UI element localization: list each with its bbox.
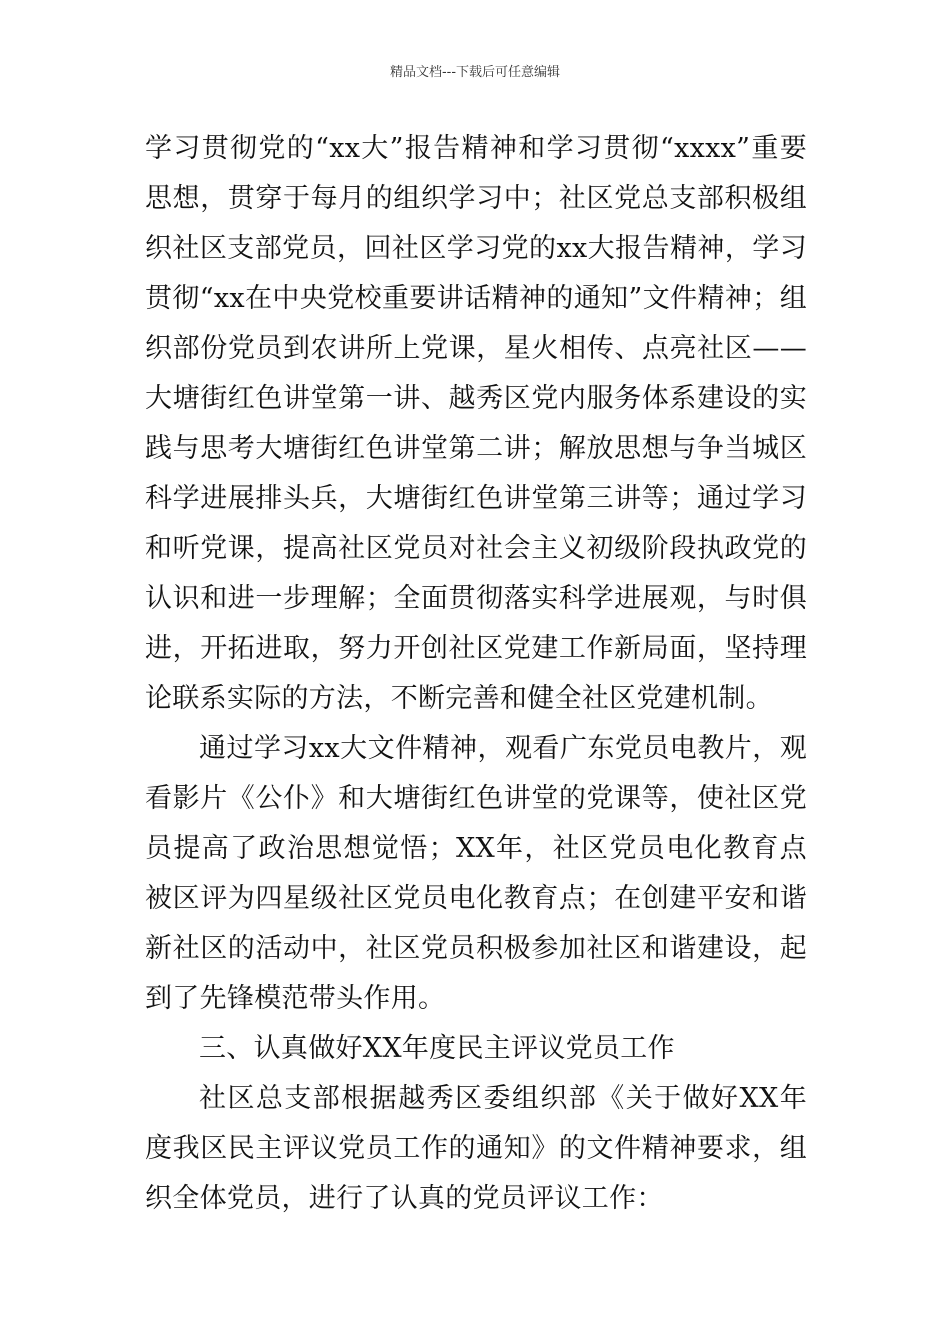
page-header: 精品文档---下载后可任意编辑 (389, 65, 561, 80)
paragraph-1: 学习贯彻党的“xx大”报告精神和学习贯彻“xxxx”重要思想，贯穿于每月的组织学习中；社区党总支部积极组织社区支部党员，回社区学习党的xx大报告精神，学习贯彻“xx在中央党校重要讲话精神的通知”文件精神；组织部份党员到农讲所上党课，星火相传、点亮社区——大塘街红色讲堂第一讲、越秀区党内服务体系建设的实践与思考大塘街红色讲堂第二讲；解放思想与争当城区科学进展排头兵，大塘街红色讲堂第三讲等；通过学习和听党课，提高社区党员对社会主义初级阶段执政党的认识和进一步理解；全面贯彻落实科学进展观，与时俱进，开拓进取，努力开创社区党建工作新局面，坚持理论联系实际的方法，不断完善和健全社区党建机制。 (145, 133, 807, 714)
document-body (145, 124, 807, 1224)
section-heading: 三、认真做好XX年度民主评议党员工作 (199, 1033, 675, 1064)
paragraph-3: 社区总支部根据越秀区委组织部《关于做好XX年度我区民主评议党员工作的通知》的文件精神要求，组织全体党员，进行了认真的党员评议工作： (145, 1083, 807, 1214)
paragraph-2: 通过学习xx大文件精神，观看广东党员电教片，观看影片《公仆》和大塘街红色讲堂的党课等，使社区党员提高了政治思想觉悟；XX年，社区党员电化教育点被区评为四星级社区党员电化教育点；在创建平安和谐新社区的活动中，社区党员积极参加社区和谐建设，起到了先锋模范带头作用。 (145, 733, 807, 1014)
